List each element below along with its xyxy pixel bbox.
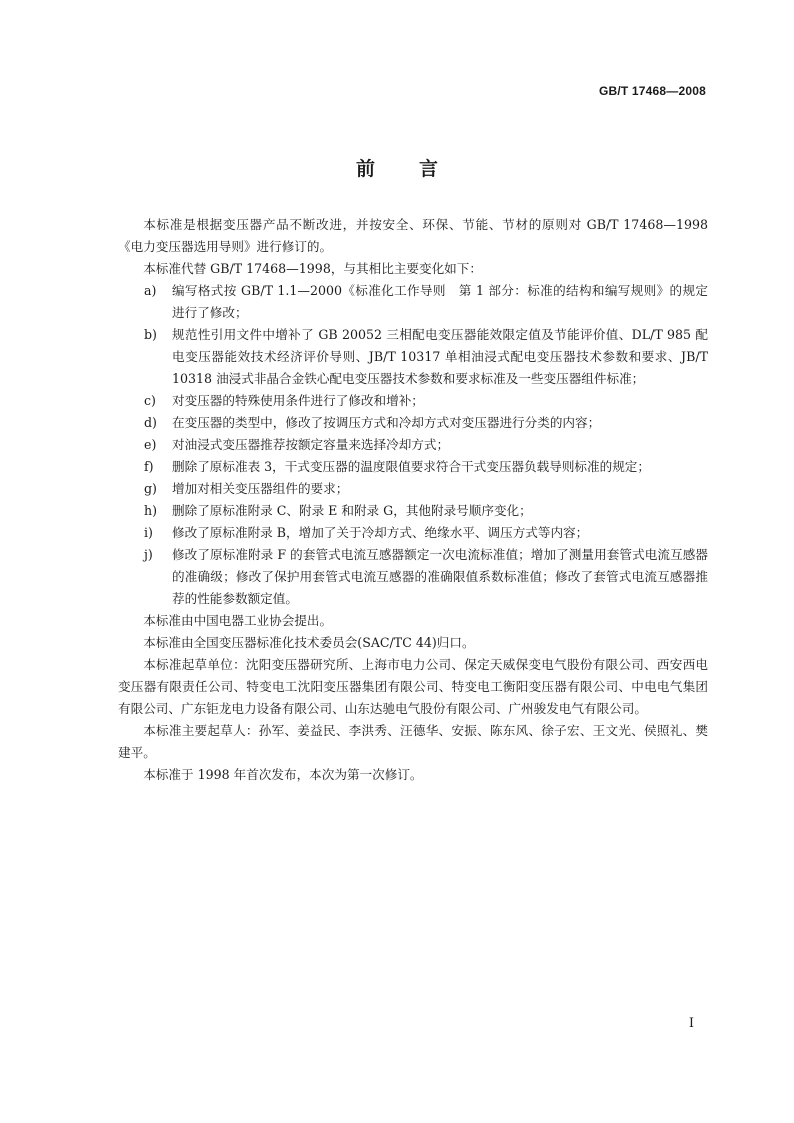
item-text: 删除了原标准表 3，干式变压器的温度限值要求符合干式变压器负载导则标准的规定； [172,459,650,474]
closing-paragraph: 本标准起草单位：沈阳变压器研究所、上海市电力公司、保定天威保变电气股份有限公司、西安西电变压器有限责任公司、特变电工沈阳变压器集团有限公司、特变电工衡阳变压器有限公司、中电电气集团有限公司、广东钜龙电力设备有限公司、山东达驰电气股份有限公司、广州骏发电气有限公司。 [118,657,708,716]
item-marker: h) [144,503,158,518]
closing-paragraph: 本标准主要起草人：孙军、姜益民、李洪秀、汪德华、安振、陈东风、徐子宏、王文光、侯照礼、樊建平。 [118,723,708,760]
change-item [118,434,708,456]
intro-paragraph: 本标准是根据变压器产品不断改进，并按安全、环保、节能、节材的原则对 GB/T 17468—1998《电力变压器选用导则》进行修订的。 [118,217,708,254]
page-title: 前言 [355,158,482,180]
change-item [118,324,708,390]
closing-paragraph: 本标准由中国电器工业协会提出。 [143,613,333,628]
item-marker: d) [144,415,157,430]
closing-paragraph: 本标准由全国变压器标准化技术委员会(SAC/TC 44)归口。 [143,635,475,650]
change-item [118,412,708,434]
change-item [118,390,708,412]
item-marker: j) [144,547,153,562]
item-marker: e) [144,437,157,452]
item-marker: i) [144,525,153,540]
change-item [118,500,708,522]
item-marker: f) [144,459,154,474]
item-text: 对油浸式变压器推荐按额定容量来选择冷却方式； [172,437,450,452]
standard-code: GB/T 17468—2008 [598,84,706,98]
item-marker: a) [144,283,157,298]
item-text: 修改了原标准附录 B，增加了关于冷却方式、绝缘水平、调压方式等内容； [172,525,589,540]
page-number: I [688,1016,694,1031]
item-text: 删除了原标准附录 C、附录 E 和附录 G，其他附录号顺序变化； [172,503,532,518]
item-text: 对变压器的特殊使用条件进行了修改和增补； [172,393,424,408]
item-text: 在变压器的类型中，修改了按调压方式和冷却方式对变压器进行分类的内容； [172,415,601,430]
change-item [118,522,708,544]
change-item [118,478,708,500]
changes-list [118,280,708,610]
item-text: 增加对相关变压器组件的要求； [172,481,349,496]
item-marker: g) [144,481,157,496]
document-body [118,214,708,786]
item-text: 规范性引用文件中增补了 GB 20052 三相配电变压器能效限定值及节能评价值、DL/T 985 配电变压器能效技术经济评价导则、JB/T 10317 单相油浸式配电变压器技术参数和要求、JB/T 10318 油浸式非晶合金铁心配电变压器技术参数和要求标准及一些变压器组件标准； [172,327,708,386]
item-marker: b) [144,327,157,342]
closing-paragraph: 本标准于 1998 年首次发布，本次为第一次修订。 [143,767,423,782]
change-item [118,544,708,610]
item-text: 编写格式按 GB/T 1.1—2000《标准化工作导则 第 1 部分：标准的结构和编写规则》的规定进行了修改； [172,283,708,320]
item-marker: c) [144,393,156,408]
change-item [118,280,708,324]
change-item [118,456,708,478]
item-text: 修改了原标准附录 F 的套管式电流互感器额定一次电流标准值；增加了测量用套管式电流互感器的准确级；修改了保护用套管式电流互感器的准确限值系数标准值；修改了套管式电流互感器推荐的性能参数额定值。 [172,547,708,606]
intro-paragraph: 本标准代替 GB/T 17468—1998，与其相比主要变化如下： [143,261,482,276]
